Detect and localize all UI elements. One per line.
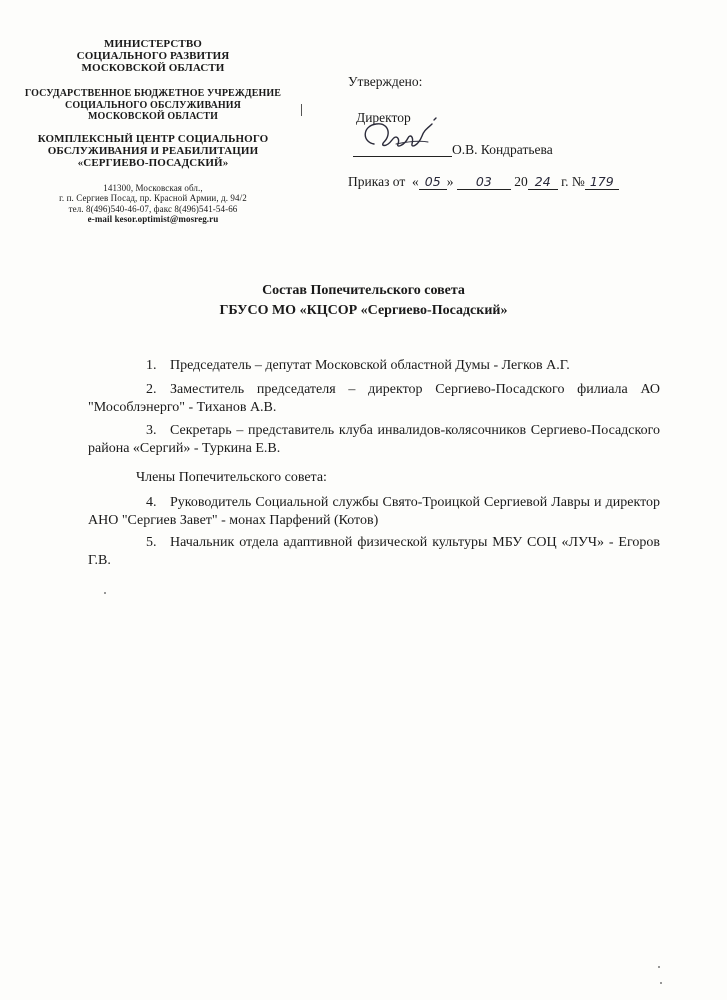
scan-speck (104, 592, 106, 594)
order-day: 05 (419, 175, 447, 190)
title-line-1: Состав Попечительского совета (262, 283, 465, 298)
document-title (0, 281, 727, 321)
letterhead-center-line: «СЕРГИЕВО-ПОСАДСКИЙ» (77, 156, 229, 169)
approval-title: Утверждено: (348, 74, 423, 89)
letterhead-ministry-line: СОЦИАЛЬНОГО РАЗВИТИЯ (76, 50, 230, 62)
list-item (88, 381, 660, 416)
list-item (88, 357, 660, 375)
item-number: 2. (146, 382, 157, 397)
letterhead-center-line: КОМПЛЕКСНЫЙ ЦЕНТР СОЦИАЛЬНОГО (37, 132, 269, 145)
scan-mark (301, 104, 302, 116)
list-item (88, 422, 660, 457)
approval-order-line (348, 174, 619, 190)
approval-director-name: О.В. Кондратьева (452, 142, 553, 157)
letterhead-institution-line: ГОСУДАРСТВЕННОЕ БЮДЖЕТНОЕ УЧРЕЖДЕНИЕ (24, 88, 282, 99)
item-text: Начальник отдела адаптивной физической культуры МБУ СОЦ «ЛУЧ» - Егоров Г.В. (88, 535, 660, 568)
signature-line (353, 156, 452, 157)
letterhead-ministry-line: МИНИСТЕРСТВО (104, 38, 202, 50)
order-year-label: г. № (561, 174, 585, 189)
letterhead-address-line: г. п. Сергиев Посад, пр. Красной Армии, д. 94/2 (59, 193, 247, 203)
list-item (88, 494, 660, 529)
letterhead-institution-line: СОЦИАЛЬНОГО ОБСЛУЖИВАНИЯ (65, 99, 241, 111)
order-open-quote: « (412, 174, 419, 189)
letterhead (22, 38, 284, 225)
title-line-2: ГБУСО МО «КЦСОР «Сергиево-Посадский» (219, 303, 508, 318)
item-number: 4. (146, 495, 157, 510)
item-number: 1. (146, 358, 157, 373)
letterhead-address-line: тел. 8(496)540-46-07, факс 8(496)541-54-66 (68, 203, 238, 214)
item-text: Секретарь – представитель клуба инвалидов-колясочников Сергиево-Посадского района «Сергий» - Туркина Е.В. (88, 423, 660, 456)
letterhead-ministry-line: МОСКОВСКОЙ ОБЛАСТИ (81, 62, 225, 74)
handwritten-signature (356, 114, 451, 162)
order-close-quote: » (446, 174, 454, 189)
item-text: Руководитель Социальной службы Свято-Троицкой Сергиевой Лавры и директор АНО "Сергиев Завет" - монах Парфений (Котов) (88, 495, 660, 528)
item-text: Заместитель председателя – директор Сергиево-Посадского филиала АО "Мособлэнерго" - Тиханов А.В. (88, 382, 660, 415)
scan-speck (658, 966, 660, 968)
members-heading: Члены Попечительского совета: (136, 470, 327, 485)
letterhead-center-line: ОБСЛУЖИВАНИЯ И РЕАБИЛИТАЦИИ (47, 144, 259, 157)
letterhead-institution-line: МОСКОВСКОЙ ОБЛАСТИ (87, 111, 219, 122)
letterhead-email: e-mail kesor.optimist@mosreg.ru (87, 214, 219, 224)
item-number: 5. (146, 535, 157, 550)
order-number: 179 (585, 175, 619, 190)
order-year-prefix: 20 (514, 174, 528, 189)
item-text: Председатель – депутат Московской областной Думы - Легков А.Г. (170, 358, 570, 373)
item-number: 3. (146, 423, 157, 438)
list-item (88, 534, 660, 569)
order-prefix: Приказ от (348, 174, 406, 189)
order-month: 03 (457, 175, 511, 190)
approval-director-label: Директор (356, 110, 411, 125)
scan-speck (660, 982, 662, 984)
order-year-suffix: 24 (528, 175, 558, 190)
letterhead-address-line: 141300, Московская обл., (103, 182, 203, 193)
